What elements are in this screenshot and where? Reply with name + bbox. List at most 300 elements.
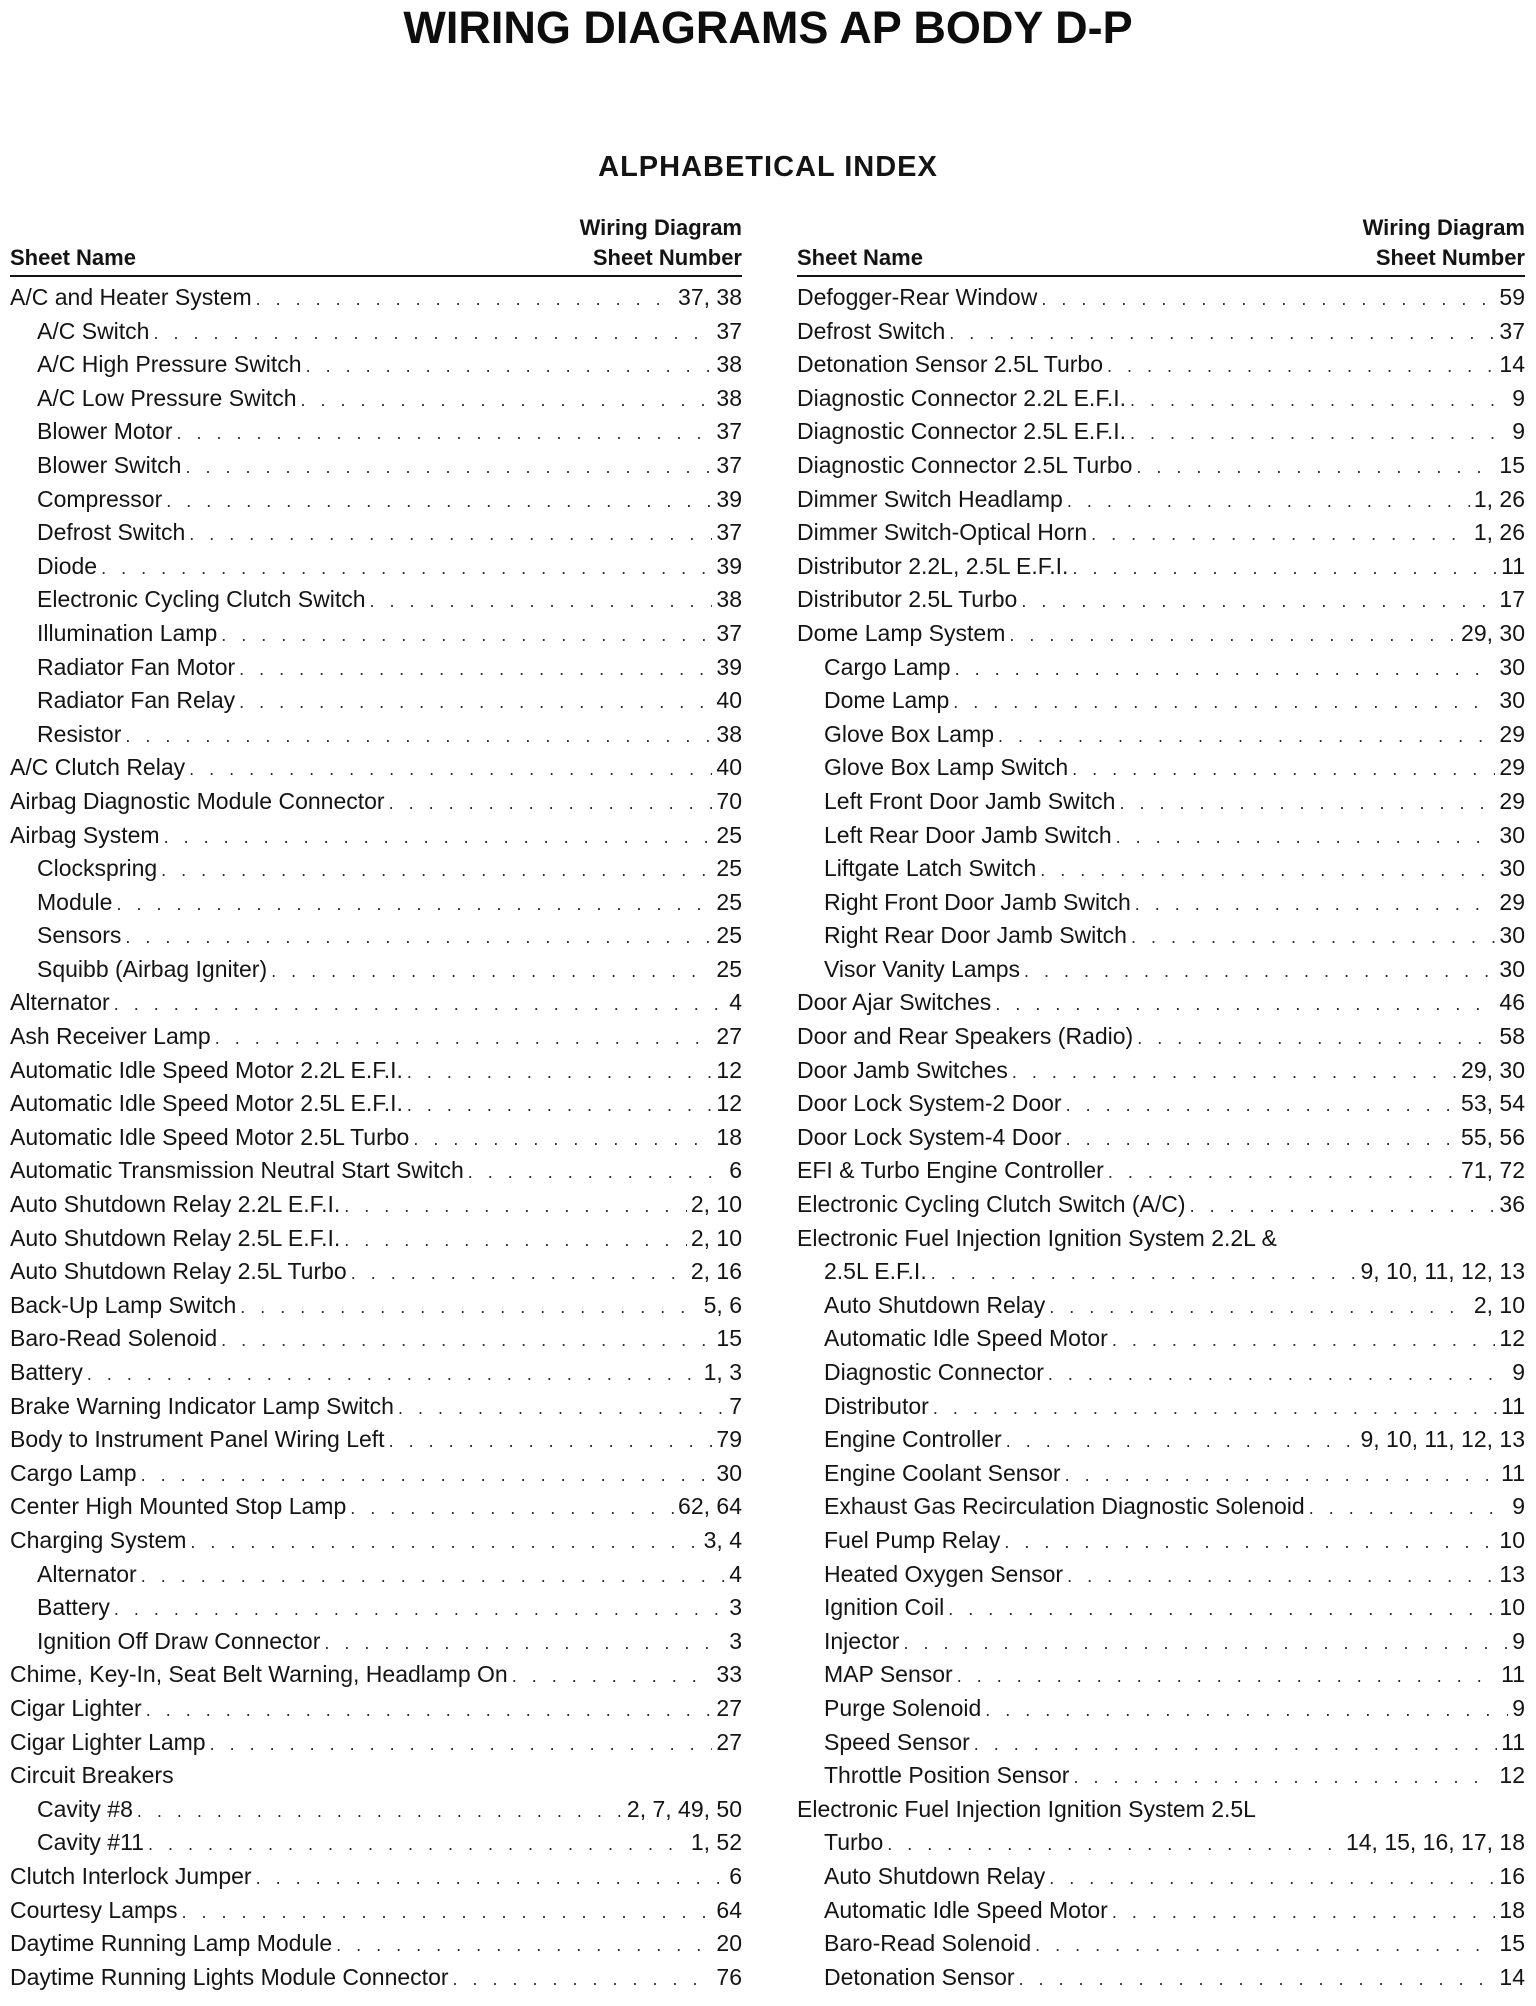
entry-name: Clutch Interlock Jumper — [10, 1862, 252, 1889]
dot-leader — [1024, 955, 1495, 989]
dot-leader — [1119, 787, 1495, 821]
dot-leader — [468, 1156, 725, 1190]
entry-sheet-number: 12 — [1499, 1325, 1525, 1352]
dot-leader — [1009, 619, 1457, 653]
entry-name: Illumination Lamp — [37, 619, 218, 646]
entry-sheet-number: 9 — [1512, 418, 1525, 445]
entry-name: MAP Sensor — [824, 1661, 953, 1688]
index-entry — [10, 550, 742, 584]
index-entry — [10, 1188, 742, 1222]
dot-leader — [271, 955, 712, 989]
index-entry — [797, 1222, 1525, 1256]
dot-leader — [176, 417, 712, 451]
entry-name: Auto Shutdown Relay 2.5L Turbo — [10, 1258, 347, 1285]
dot-leader — [324, 1627, 725, 1661]
entry-sheet-number: 38 — [716, 720, 742, 747]
entry-name: Cargo Lamp — [10, 1459, 137, 1486]
index-entry — [10, 1087, 742, 1121]
dot-leader — [256, 1862, 726, 1896]
index-entry — [797, 684, 1525, 718]
entry-sheet-number: 16 — [1499, 1862, 1525, 1889]
dot-leader — [1112, 1324, 1496, 1358]
dot-leader — [221, 1324, 712, 1358]
entry-sheet-number: 30 — [716, 1459, 742, 1486]
index-entry — [797, 1625, 1525, 1659]
entry-name: Speed Sensor — [824, 1728, 970, 1755]
entry-sheet-number: 14, 15, 16, 17, 18 — [1345, 1829, 1525, 1856]
index-entry — [10, 1154, 742, 1188]
dot-leader — [1190, 1190, 1496, 1224]
entry-sheet-number: 2, 10 — [1473, 1291, 1525, 1318]
entry-name: Right Front Door Jamb Switch — [824, 888, 1131, 915]
index-entry — [10, 1591, 742, 1625]
entry-name: Electronic Fuel Injection Ignition System 2.2L & — [797, 1224, 1277, 1251]
entry-sheet-number: 18 — [1499, 1896, 1525, 1923]
sheet-number-header-line2: Sheet Number — [592, 245, 742, 270]
entry-name: Cavity #8 — [37, 1795, 133, 1822]
sheet-number-header-line1: Wiring Diagram — [579, 215, 742, 240]
entry-sheet-number: 25 — [716, 888, 742, 915]
dot-leader — [146, 1694, 713, 1728]
entry-name: Radiator Fan Relay — [37, 687, 236, 714]
index-entry — [797, 1322, 1525, 1356]
entry-sheet-number: 1, 26 — [1473, 519, 1525, 546]
entry-name: Courtesy Lamps — [10, 1896, 178, 1923]
index-entry — [10, 449, 742, 483]
index-entry — [797, 382, 1525, 416]
dot-leader — [189, 753, 712, 787]
entry-sheet-number: 25 — [716, 855, 742, 882]
dot-leader — [351, 1257, 687, 1291]
entry-name: Blower Motor — [37, 418, 173, 445]
entry-sheet-number: 39 — [716, 485, 742, 512]
entry-name: Ash Receiver Lamp — [10, 1023, 211, 1050]
entry-name: Door and Rear Speakers (Radio) — [797, 1023, 1134, 1050]
entry-sheet-number: 7 — [729, 1392, 742, 1419]
entry-sheet-number: 38 — [716, 384, 742, 411]
dot-leader — [407, 1089, 712, 1123]
index-entry — [797, 1591, 1525, 1625]
entry-name: Detonation Sensor 2.5L Turbo — [797, 351, 1104, 378]
entry-sheet-number: 30 — [1499, 653, 1525, 680]
entry-name: Engine Coolant Sensor — [824, 1459, 1061, 1486]
entry-sheet-number: 11 — [1501, 1459, 1525, 1486]
entry-sheet-number: 12 — [716, 1056, 742, 1083]
dot-leader — [985, 1694, 1508, 1728]
entry-name: Dimmer Switch Headlamp — [797, 485, 1063, 512]
entry-sheet-number: 27 — [716, 1694, 742, 1721]
dot-leader — [1072, 753, 1495, 787]
entry-sheet-number: 2, 16 — [690, 1258, 742, 1285]
entry-name: Daytime Running Lights Module Connector — [10, 1963, 449, 1990]
entry-name: Cargo Lamp — [824, 653, 951, 680]
index-entry — [10, 1894, 742, 1928]
index-entry — [10, 1356, 742, 1390]
entry-sheet-number: 14 — [1499, 351, 1525, 378]
dot-leader — [1073, 1761, 1495, 1795]
dot-leader — [512, 1660, 713, 1694]
entry-name: EFI & Turbo Engine Controller — [797, 1157, 1104, 1184]
entry-name: Brake Warning Indicator Lamp Switch — [10, 1392, 394, 1419]
entry-sheet-number: 37 — [716, 451, 742, 478]
dot-leader — [141, 1459, 713, 1493]
dot-leader — [998, 720, 1495, 754]
entry-sheet-number: 62, 64 — [678, 1493, 742, 1520]
entry-name: Ignition Off Draw Connector — [37, 1627, 321, 1654]
entry-name: Module — [37, 888, 113, 915]
entry-name: Left Rear Door Jamb Switch — [824, 821, 1112, 848]
index-entry — [797, 651, 1525, 685]
dot-leader — [1091, 518, 1470, 552]
index-entry — [10, 718, 742, 752]
dot-leader — [1049, 1291, 1470, 1325]
dot-leader — [1065, 1459, 1498, 1493]
index-entry — [10, 382, 742, 416]
entry-name: Turbo — [824, 1829, 884, 1856]
entry-name: A/C Switch — [37, 317, 150, 344]
entry-name: Clockspring — [37, 855, 158, 882]
dot-leader — [137, 1795, 623, 1829]
entry-name: Detonation Sensor — [824, 1963, 1015, 1990]
index-entry — [797, 1490, 1525, 1524]
dot-leader — [1066, 1089, 1457, 1123]
entry-sheet-number: 17 — [1499, 586, 1525, 613]
entry-name: Dome Lamp — [824, 687, 950, 714]
index-entry — [797, 1054, 1525, 1088]
index-entry — [797, 1457, 1525, 1491]
index-entry — [10, 785, 742, 819]
entry-sheet-number: 25 — [716, 821, 742, 848]
entry-sheet-number: 33 — [716, 1661, 742, 1688]
column-header — [797, 215, 1525, 277]
entry-name: Right Rear Door Jamb Switch — [824, 922, 1127, 949]
entry-name: Glove Box Lamp Switch — [824, 754, 1069, 781]
index-entry — [797, 315, 1525, 349]
dot-leader — [1048, 1358, 1508, 1392]
index-entry — [10, 1222, 742, 1256]
dot-leader — [931, 1257, 1357, 1291]
entry-name: Baro-Read Solenoid — [10, 1325, 218, 1352]
entry-name: Cavity #11 — [37, 1829, 144, 1856]
dot-leader — [1067, 1560, 1495, 1594]
dot-leader — [1040, 854, 1495, 888]
index-entry — [797, 1558, 1525, 1592]
dot-leader — [1107, 350, 1495, 384]
index-entry — [10, 986, 742, 1020]
dot-leader — [389, 1425, 713, 1459]
index-entry — [10, 684, 742, 718]
dot-leader — [240, 1291, 699, 1325]
entry-name: Airbag Diagnostic Module Connector — [10, 787, 385, 814]
entry-sheet-number: 14 — [1499, 1963, 1525, 1990]
entry-name: Distributor 2.5L Turbo — [797, 586, 1018, 613]
dot-leader — [974, 1728, 1497, 1762]
entry-name: Electronic Cycling Clutch Switch (A/C) — [797, 1191, 1186, 1218]
entry-name: Exhaust Gas Recirculation Diagnostic Solenoid — [824, 1493, 1305, 1520]
index-entry — [10, 1020, 742, 1054]
index-column-left — [10, 215, 742, 1994]
index-entry — [10, 1826, 742, 1860]
entry-name: A/C High Pressure Switch — [37, 351, 302, 378]
entry-sheet-number: 9, 10, 11, 12, 13 — [1360, 1258, 1525, 1285]
dot-leader — [185, 451, 712, 485]
entry-name: Throttle Position Sensor — [824, 1762, 1070, 1789]
dot-leader — [116, 888, 712, 922]
dot-leader — [141, 1560, 725, 1594]
entry-sheet-number: 15 — [1499, 451, 1525, 478]
entry-name: Electronic Cycling Clutch Switch — [37, 586, 366, 613]
dot-leader — [306, 350, 713, 384]
entry-name: Purge Solenoid — [824, 1694, 982, 1721]
entry-name: Battery — [37, 1594, 110, 1621]
entry-name: 2.5L E.F.I. — [824, 1258, 927, 1285]
entry-sheet-number: 25 — [716, 955, 742, 982]
section-heading: ALPHABETICAL INDEX — [598, 151, 938, 183]
dot-leader — [153, 317, 712, 351]
entry-name: Distributor 2.2L, 2.5L E.F.I. — [797, 552, 1069, 579]
entry-name: Circuit Breakers — [10, 1762, 174, 1789]
index-entry — [797, 1759, 1525, 1793]
entry-name: Auto Shutdown Relay — [824, 1291, 1046, 1318]
dot-leader — [161, 854, 712, 888]
dot-leader — [350, 1492, 674, 1526]
entry-sheet-number: 39 — [716, 653, 742, 680]
entry-name: Door Jamb Switches — [797, 1056, 1008, 1083]
index-entry — [797, 919, 1525, 953]
index-entry — [10, 583, 742, 617]
entry-sheet-number: 2, 7, 49, 50 — [626, 1795, 742, 1822]
entry-name: Dome Lamp System — [797, 619, 1006, 646]
entry-name: Liftgate Latch Switch — [824, 855, 1037, 882]
entry-sheet-number: 37 — [716, 619, 742, 646]
entry-sheet-number: 37 — [716, 519, 742, 546]
index-entries — [797, 281, 1525, 1994]
entry-name: Door Lock System-4 Door — [797, 1123, 1062, 1150]
entry-name: Automatic Idle Speed Motor 2.2L E.F.I. — [10, 1056, 403, 1083]
index-entry — [10, 953, 742, 987]
page-title: WIRING DIAGRAMS AP BODY D-P — [403, 2, 1133, 53]
entry-sheet-number: 37 — [1499, 317, 1525, 344]
entry-name: Defrost Switch — [37, 519, 186, 546]
entry-sheet-number: 38 — [716, 351, 742, 378]
entry-sheet-number: 2, 10 — [690, 1224, 742, 1251]
dot-leader — [948, 1593, 1495, 1627]
entry-sheet-number: 5, 6 — [703, 1291, 742, 1318]
entry-sheet-number: 40 — [716, 754, 742, 781]
entry-sheet-number: 64 — [716, 1896, 742, 1923]
entry-sheet-number: 4 — [729, 1560, 742, 1587]
index-entry — [797, 986, 1525, 1020]
entry-sheet-number: 29, 30 — [1461, 619, 1525, 646]
index-entry — [797, 1255, 1525, 1289]
dot-leader — [344, 1224, 687, 1258]
entry-name: Electronic Fuel Injection Ignition System 2.5L — [797, 1795, 1256, 1822]
entry-sheet-number: 13 — [1499, 1560, 1525, 1587]
dot-leader — [933, 1392, 1497, 1426]
index-entry — [797, 348, 1525, 382]
entry-sheet-number: 20 — [716, 1930, 742, 1957]
entry-sheet-number: 11 — [1501, 1392, 1525, 1419]
dot-leader — [1136, 451, 1495, 485]
dot-leader — [370, 585, 713, 619]
index-entry — [797, 1087, 1525, 1121]
entry-name: Door Lock System-2 Door — [797, 1090, 1062, 1117]
index-entry — [797, 785, 1525, 819]
dot-leader — [1130, 384, 1508, 418]
dot-leader — [1035, 1929, 1495, 1963]
index-entry — [797, 852, 1525, 886]
dot-leader — [1112, 1896, 1496, 1930]
index-entry — [10, 1255, 742, 1289]
index-entry — [10, 886, 742, 920]
dot-leader — [125, 720, 712, 754]
entry-name: Charging System — [10, 1526, 187, 1553]
entry-sheet-number: 30 — [1499, 855, 1525, 882]
entry-sheet-number: 30 — [1499, 821, 1525, 848]
entry-sheet-number: 9 — [1512, 1694, 1525, 1721]
index-entry — [10, 1625, 742, 1659]
index-entry — [797, 415, 1525, 449]
dot-leader — [256, 283, 674, 317]
sheet-name-header: Sheet Name — [797, 245, 923, 270]
dot-leader — [1004, 1526, 1495, 1560]
index-entry — [10, 1692, 742, 1726]
index-entries — [10, 281, 742, 1994]
index-entry — [10, 819, 742, 853]
index-entry — [797, 1826, 1525, 1860]
dot-leader — [407, 1056, 712, 1090]
entry-name: Chime, Key-In, Seat Belt Warning, Headlamp On — [10, 1661, 508, 1688]
index-entry — [797, 281, 1525, 315]
entry-sheet-number: 4 — [729, 989, 742, 1016]
dot-leader — [955, 653, 1496, 687]
entry-sheet-number: 40 — [716, 687, 742, 714]
entry-sheet-number: 2, 10 — [690, 1191, 742, 1218]
entry-sheet-number: 3, 4 — [703, 1526, 742, 1553]
index-entry — [10, 651, 742, 685]
dot-leader — [953, 686, 1495, 720]
entry-sheet-number: 11 — [1501, 1661, 1525, 1688]
dot-leader — [210, 1728, 713, 1762]
index-entry — [10, 1726, 742, 1760]
entry-sheet-number: 29 — [1499, 720, 1525, 747]
entry-name: Dimmer Switch-Optical Horn — [797, 519, 1088, 546]
entry-name: Alternator — [37, 1560, 137, 1587]
index-entry — [797, 1154, 1525, 1188]
index-entry — [797, 718, 1525, 752]
entry-name: Auto Shutdown Relay — [824, 1862, 1046, 1889]
entry-name: Door Ajar Switches — [797, 989, 992, 1016]
dot-leader — [239, 653, 712, 687]
dot-leader — [166, 485, 712, 519]
dot-leader — [389, 787, 713, 821]
entry-name: Resistor — [37, 720, 122, 747]
index-entry — [10, 1423, 742, 1457]
entry-sheet-number: 10 — [1499, 1594, 1525, 1621]
index-entry — [10, 1524, 742, 1558]
entry-sheet-number: 59 — [1499, 284, 1525, 310]
entry-name: Automatic Idle Speed Motor 2.5L Turbo — [10, 1123, 410, 1150]
entry-name: Diagnostic Connector 2.5L E.F.I. — [797, 418, 1126, 445]
entry-name: Center High Mounted Stop Lamp — [10, 1493, 347, 1520]
dot-leader — [949, 317, 1495, 351]
index-entry — [10, 483, 742, 517]
entry-sheet-number: 10 — [1499, 1526, 1525, 1553]
dot-leader — [1116, 821, 1496, 855]
entry-sheet-number: 1, 52 — [690, 1829, 742, 1856]
dot-leader — [239, 686, 712, 720]
sheet-name-header: Sheet Name — [10, 245, 136, 270]
index-entry — [797, 1020, 1525, 1054]
entry-sheet-number: 58 — [1499, 1023, 1525, 1050]
dot-leader — [1019, 1963, 1496, 1997]
dot-leader — [190, 1526, 699, 1560]
entry-name: Diagnostic Connector — [824, 1359, 1044, 1385]
index-entry — [797, 583, 1525, 617]
dot-leader — [336, 1929, 712, 1963]
index-entry — [10, 1054, 742, 1088]
entry-sheet-number: 3 — [729, 1627, 742, 1654]
index-entry — [797, 1356, 1525, 1390]
entry-name: Back-Up Lamp Switch — [10, 1291, 237, 1318]
index-entry — [797, 1726, 1525, 1760]
index-entry — [797, 1289, 1525, 1323]
entry-name: Automatic Idle Speed Motor — [824, 1325, 1108, 1352]
entry-name: A/C Clutch Relay — [10, 754, 186, 781]
entry-sheet-number: 71, 72 — [1461, 1157, 1525, 1184]
entry-sheet-number: 29, 30 — [1461, 1056, 1525, 1083]
entry-sheet-number: 37, 38 — [678, 284, 742, 310]
entry-name: Blower Switch — [37, 451, 182, 478]
entry-name: Compressor — [37, 485, 163, 512]
index-entry — [10, 1457, 742, 1491]
entry-name: A/C and Heater System — [10, 284, 252, 310]
entry-name: Automatic Idle Speed Motor — [824, 1896, 1108, 1923]
sheet-number-header-line2: Sheet Number — [1375, 245, 1525, 270]
entry-name: A/C Low Pressure Switch — [37, 384, 297, 411]
entry-name: Body to Instrument Panel Wiring Left — [10, 1426, 385, 1453]
entry-sheet-number: 12 — [1499, 1762, 1525, 1789]
dot-leader — [453, 1963, 713, 1997]
dot-leader — [413, 1123, 712, 1157]
entry-sheet-number: 30 — [1499, 922, 1525, 949]
index-entry — [797, 1121, 1525, 1155]
entry-name: Defrost Switch — [797, 317, 946, 344]
entry-name: Engine Controller — [824, 1426, 1002, 1453]
column-header — [10, 215, 742, 277]
entry-sheet-number: 27 — [716, 1728, 742, 1755]
entry-sheet-number: 9, 10, 11, 12, 13 — [1360, 1426, 1525, 1453]
dot-leader — [1130, 417, 1508, 451]
entry-sheet-number: 79 — [716, 1426, 742, 1453]
entry-sheet-number: 37 — [716, 418, 742, 445]
entry-name: Visor Vanity Lamps — [824, 955, 1021, 982]
dot-leader — [398, 1392, 725, 1426]
dot-leader — [957, 1660, 1497, 1694]
index-entry — [797, 550, 1525, 584]
entry-sheet-number: 9 — [1512, 384, 1525, 411]
index-entry — [797, 1860, 1525, 1894]
index-entry — [10, 516, 742, 550]
index-entry — [10, 415, 742, 449]
entry-sheet-number: 53, 54 — [1461, 1090, 1525, 1117]
entry-sheet-number: 15 — [1499, 1930, 1525, 1957]
dot-leader — [903, 1627, 1508, 1661]
entry-sheet-number: 9 — [1512, 1493, 1525, 1520]
entry-name: Radiator Fan Motor — [37, 653, 236, 680]
entry-sheet-number: 15 — [716, 1325, 742, 1352]
entry-name: Distributor — [824, 1392, 929, 1419]
